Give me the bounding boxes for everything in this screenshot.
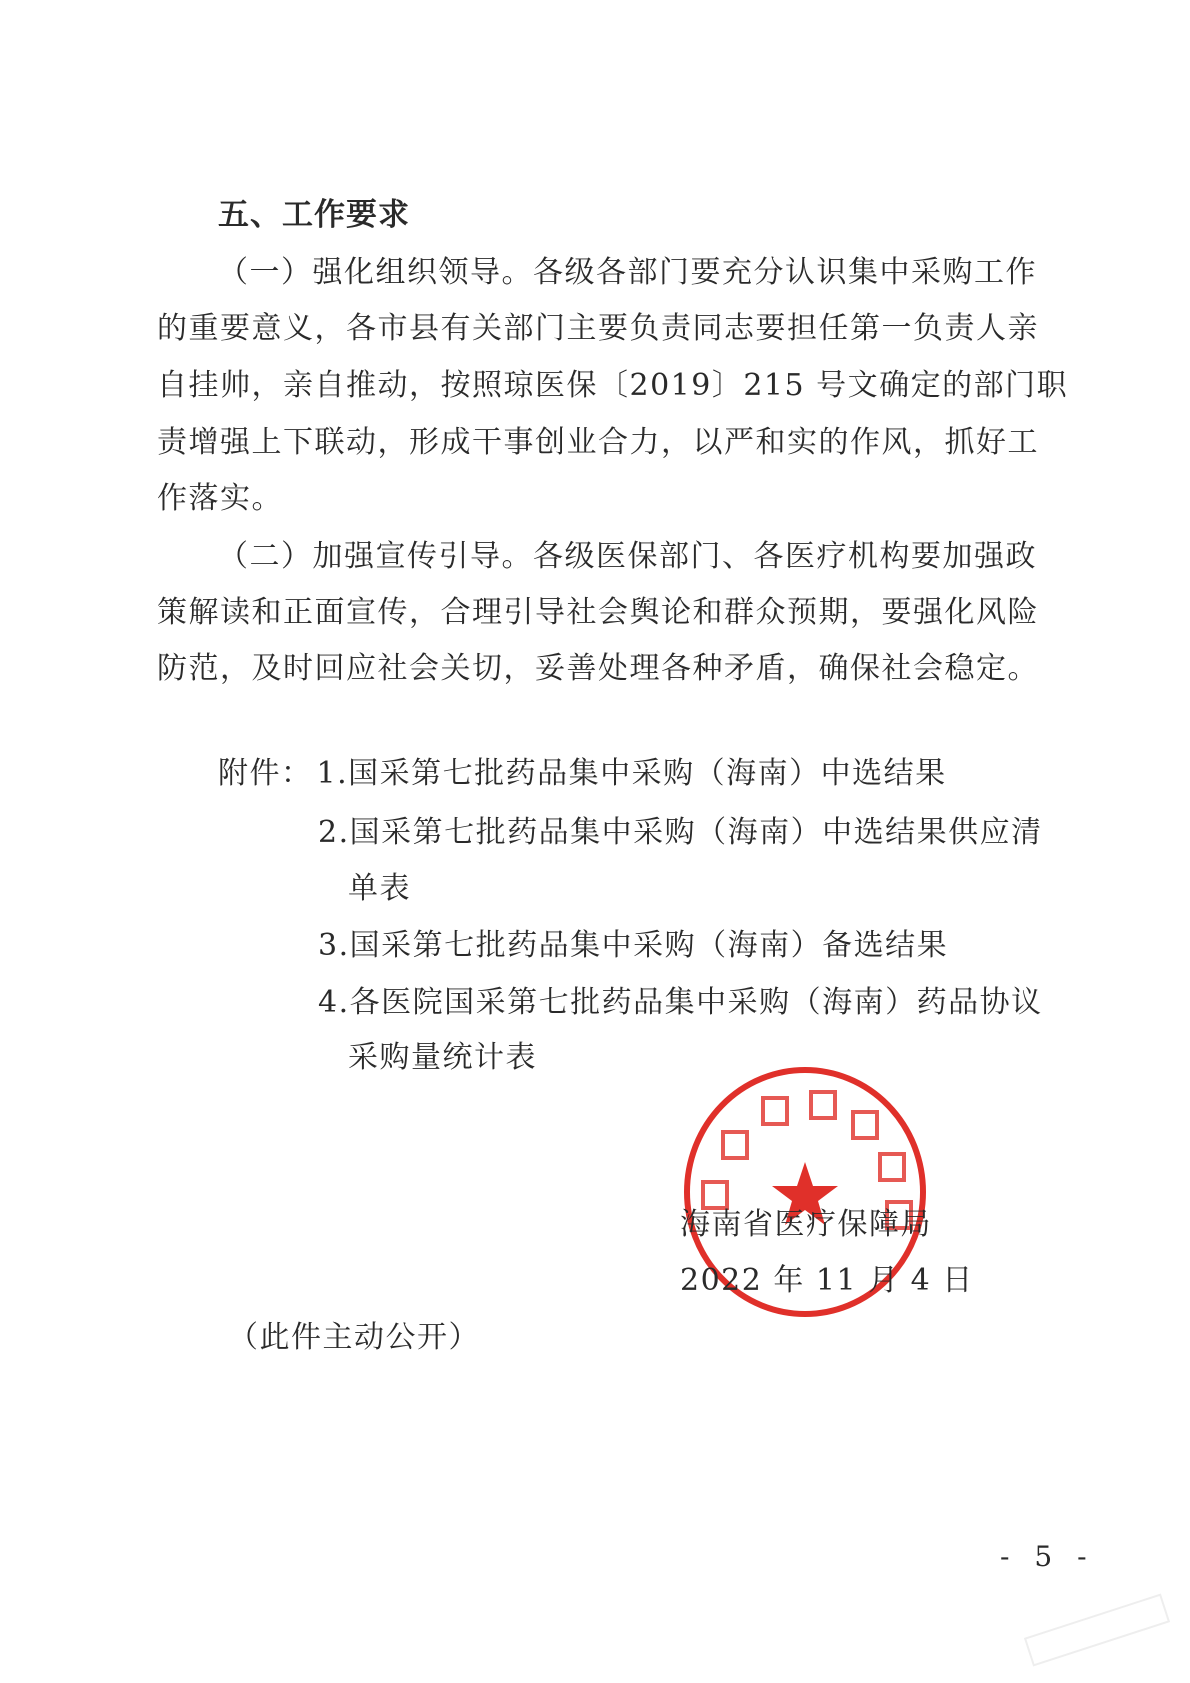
watermark [1024,1593,1170,1666]
attachment-item: 1.国采第七批药品集中采购（海南）中选结果 [316,756,947,791]
attachment-item-cont: 单表 [348,871,411,906]
attachment-item-cont: 采购量统计表 [348,1040,537,1075]
attachment-first-row [218,745,947,802]
signature-org: 海南省医疗保障局 [680,1207,932,1242]
signature-date: 2022 年 11 月 4 日 [680,1263,974,1298]
attachments-label: 附件： [218,756,313,791]
paragraph-line: 自挂帅，亲自推动，按照琼医保〔2019〕215 号文确定的部门职 [157,368,1069,403]
disclosure-note: （此件主动公开） [228,1320,480,1355]
paragraph-line: 策解读和正面宣传，合理引导社会舆论和群众预期，要强化风险 [157,595,1039,630]
paragraph-line: 的重要意义，各市县有关部门主要负责同志要担任第一负责人亲 [157,311,1039,346]
paragraph-line: 防范，及时回应社会关切，妥善处理各种矛盾，确保社会稳定。 [157,651,1039,686]
paragraph-line: （二）加强宣传引导。各级医保部门、各医疗机构要加强政 [218,539,1037,574]
section-heading: 五、工作要求 [218,197,410,233]
page-number: - 5 - [1000,1540,1095,1573]
paragraph-line: 责增强上下联动，形成干事创业合力，以严和实的作风，抓好工 [157,425,1039,460]
paragraph-line: 作落实。 [157,481,283,516]
attachment-item: 4.各医院国采第七批药品集中采购（海南）药品协议 [318,985,1043,1020]
attachment-item: 2.国采第七批药品集中采购（海南）中选结果供应清 [318,815,1043,850]
paragraph-line: （一）强化组织领导。各级各部门要充分认识集中采购工作 [218,255,1037,290]
attachment-item: 3.国采第七批药品集中采购（海南）备选结果 [318,928,949,963]
